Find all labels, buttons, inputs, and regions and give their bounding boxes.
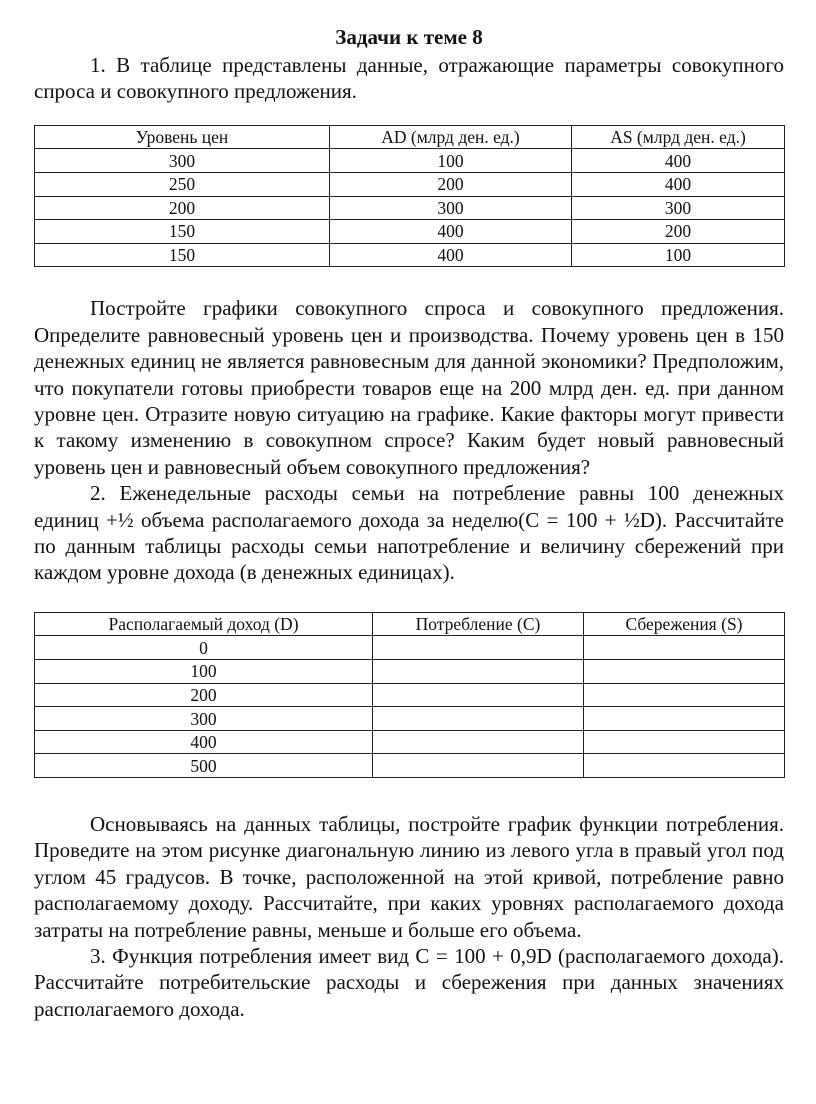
table-cell: [373, 636, 584, 660]
table-header-row: [35, 612, 785, 636]
table-cell: [584, 730, 785, 754]
table-cell: 100: [572, 243, 785, 267]
task1-table: [34, 125, 785, 268]
table-cell: 300: [330, 196, 572, 220]
header-cell: Сбережения (S): [584, 612, 785, 636]
table-cell: 100: [35, 660, 373, 684]
table-row: [35, 660, 785, 684]
page-title: Задачи к теме 8: [335, 25, 483, 49]
table-cell: 400: [572, 173, 785, 197]
table-cell: [584, 660, 785, 684]
header-cell: Потребление (С): [373, 612, 584, 636]
table-row: [35, 173, 785, 197]
header-cell: Располагаемый доход (D): [35, 612, 373, 636]
table-cell: [373, 730, 584, 754]
table-cell: [373, 707, 584, 731]
header-cell: AS (млрд ден. ед.): [572, 125, 785, 149]
table-cell: 400: [572, 149, 785, 173]
table-cell: 100: [330, 149, 572, 173]
task2-intro: 2. Еженедельные расходы семьи на потребление равны 100 денежных единиц +½ объема располагаемого дохода за неделю(С = 100 + ½D). Рассчитайте по данным таблицы расходы семьи напотребление и величину сбережений при каждом уровне дохода (в денежных единицах).: [34, 481, 784, 585]
table-cell: [373, 660, 584, 684]
task2-question: Основываясь на данных таблицы, постройте график функции потребления. Проведите на этом рисунке диагональную линию из левого угла в правый угол под углом 45 градусов. В точке, расположенной на этой кривой, потребление равно располагаемому доходу. Рассчитайте, при каких уровнях располагаемого дохода затраты на потребление равны, меньше и больше его объема.: [34, 812, 784, 942]
document-page: [34, 24, 784, 1022]
table-cell: 150: [35, 220, 330, 244]
table-row: [35, 243, 785, 267]
table-cell: 500: [35, 754, 373, 778]
task1-intro: 1. В таблице представлены данные, отражающие параметры совокупного спроса и совокупного предложения.: [34, 53, 784, 104]
table-cell: [584, 636, 785, 660]
table-row: [35, 683, 785, 707]
table-cell: 300: [572, 196, 785, 220]
table-cell: 200: [330, 173, 572, 197]
table-row: [35, 730, 785, 754]
task3-intro: 3. Функция потребления имеет вид С = 100 + 0,9D (располагаемого дохода). Рассчитайте потребительские расходы и сбережения при данных значениях располагаемого дохода.: [34, 944, 784, 1021]
table-cell: 0: [35, 636, 373, 660]
table-cell: 200: [572, 220, 785, 244]
table-cell: [584, 754, 785, 778]
task2-table: [34, 612, 785, 778]
table-cell: [584, 683, 785, 707]
table-cell: [584, 707, 785, 731]
table-cell: 400: [330, 220, 572, 244]
table-header-row: [35, 125, 785, 149]
table-row: [35, 754, 785, 778]
table-row: [35, 220, 785, 244]
table-cell: [373, 754, 584, 778]
table-cell: 250: [35, 173, 330, 197]
table-cell: 200: [35, 196, 330, 220]
table-cell: 300: [35, 707, 373, 731]
header-cell: Уровень цен: [35, 125, 330, 149]
table-row: [35, 196, 785, 220]
table-cell: [373, 683, 584, 707]
table-row: [35, 149, 785, 173]
task1-question: Постройте графики совокупного спроса и совокупного предложения. Определите равновесный уровень цен и производства. Почему уровень цен в 150 денежных единиц не является равновесным для данной экономики? Предположим, что покупатели готовы приобрести товаров еще на 200 млрд ден. ед. при данном уровне цен. Отразите новую ситуацию на графике. Какие факторы могут привести к такому изменению в совокупном спросе? Каким будет новый равновесный уровень цен и равновесный объем совокупного предложения?: [34, 296, 784, 479]
table-cell: 150: [35, 243, 330, 267]
header-cell: AD (млрд ден. ед.): [330, 125, 572, 149]
table-cell: 200: [35, 683, 373, 707]
table-row: [35, 707, 785, 731]
table-cell: 400: [35, 730, 373, 754]
table-cell: 300: [35, 149, 330, 173]
table-cell: 400: [330, 243, 572, 267]
table-row: [35, 636, 785, 660]
